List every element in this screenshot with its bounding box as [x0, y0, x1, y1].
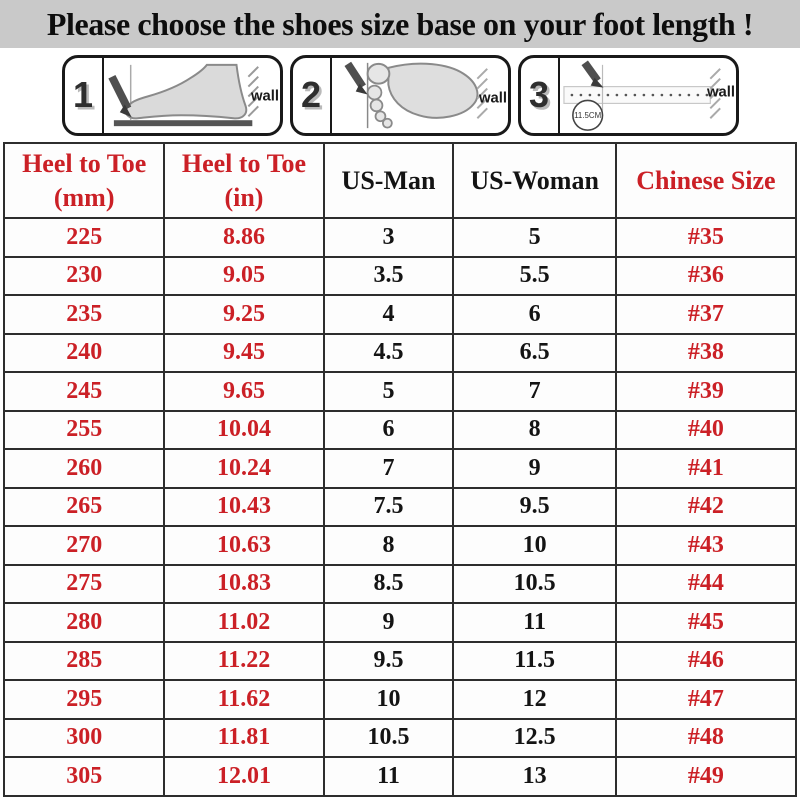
- cell-cn_size: #41: [616, 449, 796, 488]
- cell-us_woman: 10.5: [453, 565, 615, 604]
- size-table: [3, 142, 797, 797]
- cell-us_woman: 12: [453, 680, 615, 719]
- cell-us_man: 9.5: [324, 642, 454, 681]
- header-unit: (mm): [53, 182, 115, 212]
- measurement-circle: [572, 100, 602, 130]
- cell-cn_size: #39: [616, 372, 796, 411]
- cell-us_man: 5: [324, 372, 454, 411]
- wall-label: wall: [706, 83, 735, 100]
- cell-inch: 8.86: [164, 218, 323, 257]
- cell-mm: 245: [4, 372, 164, 411]
- step-number: 2: [300, 74, 322, 115]
- table-row: [4, 680, 796, 719]
- header-label: US-Man: [341, 165, 436, 195]
- table-row: [4, 295, 796, 334]
- cell-us_woman: 6: [453, 295, 615, 334]
- cell-us_woman: 9.5: [453, 488, 615, 527]
- cell-us_man: 3: [324, 218, 454, 257]
- cell-inch: 10.43: [164, 488, 323, 527]
- table-row: [4, 257, 796, 296]
- cell-cn_size: #36: [616, 257, 796, 296]
- footprint-shape: [367, 63, 477, 127]
- table-row: [4, 411, 796, 450]
- step-number-box: [521, 58, 560, 133]
- cell-cn_size: #37: [616, 295, 796, 334]
- cell-cn_size: #48: [616, 719, 796, 758]
- cell-us_man: 11: [324, 757, 454, 796]
- cell-us_woman: 8: [453, 411, 615, 450]
- cell-inch: 9.25: [164, 295, 323, 334]
- cell-us_woman: 10: [453, 526, 615, 565]
- table-row: [4, 565, 796, 604]
- step-number-box: [293, 58, 332, 133]
- cell-inch: 10.63: [164, 526, 323, 565]
- cell-cn_size: #40: [616, 411, 796, 450]
- table-row: [4, 526, 796, 565]
- header-us-man: [324, 143, 454, 218]
- step-number: 3: [528, 74, 550, 115]
- header-heel-to-toe-in: [164, 143, 323, 218]
- cell-mm: 235: [4, 295, 164, 334]
- cell-inch: 10.24: [164, 449, 323, 488]
- cell-mm: 230: [4, 257, 164, 296]
- cell-mm: 260: [4, 449, 164, 488]
- cell-us_woman: 12.5: [453, 719, 615, 758]
- floor-line: [113, 120, 251, 126]
- step-2-illustration: [332, 58, 508, 133]
- cell-us_man: 8: [324, 526, 454, 565]
- cell-mm: 300: [4, 719, 164, 758]
- table-row: [4, 449, 796, 488]
- cell-cn_size: #45: [616, 603, 796, 642]
- cell-us_man: 10.5: [324, 719, 454, 758]
- header-us-woman: [453, 143, 615, 218]
- cell-inch: 10.04: [164, 411, 323, 450]
- header-unit: (in): [224, 182, 264, 212]
- foot-side-icon: [104, 58, 280, 133]
- cell-us_woman: 11: [453, 603, 615, 642]
- title-banner: [0, 0, 800, 48]
- cell-cn_size: #43: [616, 526, 796, 565]
- cell-mm: 255: [4, 411, 164, 450]
- cell-us_woman: 13: [453, 757, 615, 796]
- cell-us_man: 3.5: [324, 257, 454, 296]
- step-panel-2: [290, 55, 511, 136]
- cell-inch: 9.05: [164, 257, 323, 296]
- pencil-icon: [584, 62, 603, 87]
- cell-mm: 280: [4, 603, 164, 642]
- size-table-wrap: [0, 142, 800, 802]
- header-label: Heel to Toe: [181, 148, 307, 178]
- cell-us_man: 7: [324, 449, 454, 488]
- cell-cn_size: #44: [616, 565, 796, 604]
- step-panel-1: [62, 55, 283, 136]
- cell-mm: 240: [4, 334, 164, 373]
- table-row: [4, 488, 796, 527]
- cell-inch: 11.02: [164, 603, 323, 642]
- cell-inch: 9.45: [164, 334, 323, 373]
- cell-inch: 11.81: [164, 719, 323, 758]
- cell-inch: 10.83: [164, 565, 323, 604]
- table-row: [4, 372, 796, 411]
- cell-us_man: 9: [324, 603, 454, 642]
- wall-label: wall: [478, 89, 507, 106]
- cell-cn_size: #42: [616, 488, 796, 527]
- cell-cn_size: #38: [616, 334, 796, 373]
- table-row: [4, 603, 796, 642]
- step-3-illustration: [560, 58, 736, 133]
- table-header-row: [4, 143, 796, 218]
- header-label: US-Woman: [470, 165, 599, 195]
- table-row: [4, 334, 796, 373]
- cell-inch: 11.22: [164, 642, 323, 681]
- cell-cn_size: #46: [616, 642, 796, 681]
- table-row: [4, 719, 796, 758]
- cell-mm: 305: [4, 757, 164, 796]
- table-row: [4, 218, 796, 257]
- cell-mm: 285: [4, 642, 164, 681]
- cell-inch: 9.65: [164, 372, 323, 411]
- cell-mm: 270: [4, 526, 164, 565]
- cell-mm: 225: [4, 218, 164, 257]
- measuring-instructions-strip: [0, 48, 800, 142]
- cell-us_woman: 7: [453, 372, 615, 411]
- cell-inch: 11.62: [164, 680, 323, 719]
- header-chinese-size: [616, 143, 796, 218]
- wall-label: wall: [250, 87, 279, 104]
- header-label: Heel to Toe: [22, 148, 147, 178]
- page-title: Please choose the shoes size base on your foot length !: [46, 5, 754, 42]
- step-panel-3: [518, 55, 739, 136]
- cell-us_man: 10: [324, 680, 454, 719]
- cell-us_woman: 5: [453, 218, 615, 257]
- cell-mm: 265: [4, 488, 164, 527]
- cell-us_woman: 11.5: [453, 642, 615, 681]
- cell-us_man: 7.5: [324, 488, 454, 527]
- cell-inch: 12.01: [164, 757, 323, 796]
- cell-us_man: 4: [324, 295, 454, 334]
- measurement-label: 11.5CM: [573, 110, 601, 120]
- step-1-illustration: [104, 58, 280, 133]
- header-label: Chinese Size: [636, 165, 776, 195]
- cell-mm: 295: [4, 680, 164, 719]
- cell-us_woman: 6.5: [453, 334, 615, 373]
- table-row: [4, 757, 796, 796]
- table-row: [4, 642, 796, 681]
- header-heel-to-toe-mm: [4, 143, 164, 218]
- foot-shape: [125, 64, 245, 118]
- cell-us_woman: 5.5: [453, 257, 615, 296]
- cell-us_woman: 9: [453, 449, 615, 488]
- ruler-icon: [560, 58, 736, 133]
- cell-us_man: 4.5: [324, 334, 454, 373]
- size-table-body: [4, 218, 796, 796]
- footprint-icon: [332, 58, 508, 133]
- cell-cn_size: #35: [616, 218, 796, 257]
- pencil-icon: [347, 63, 367, 94]
- cell-cn_size: #47: [616, 680, 796, 719]
- step-number: 1: [72, 74, 94, 115]
- step-number-box: [65, 58, 104, 133]
- cell-us_man: 8.5: [324, 565, 454, 604]
- cell-us_man: 6: [324, 411, 454, 450]
- cell-cn_size: #49: [616, 757, 796, 796]
- cell-mm: 275: [4, 565, 164, 604]
